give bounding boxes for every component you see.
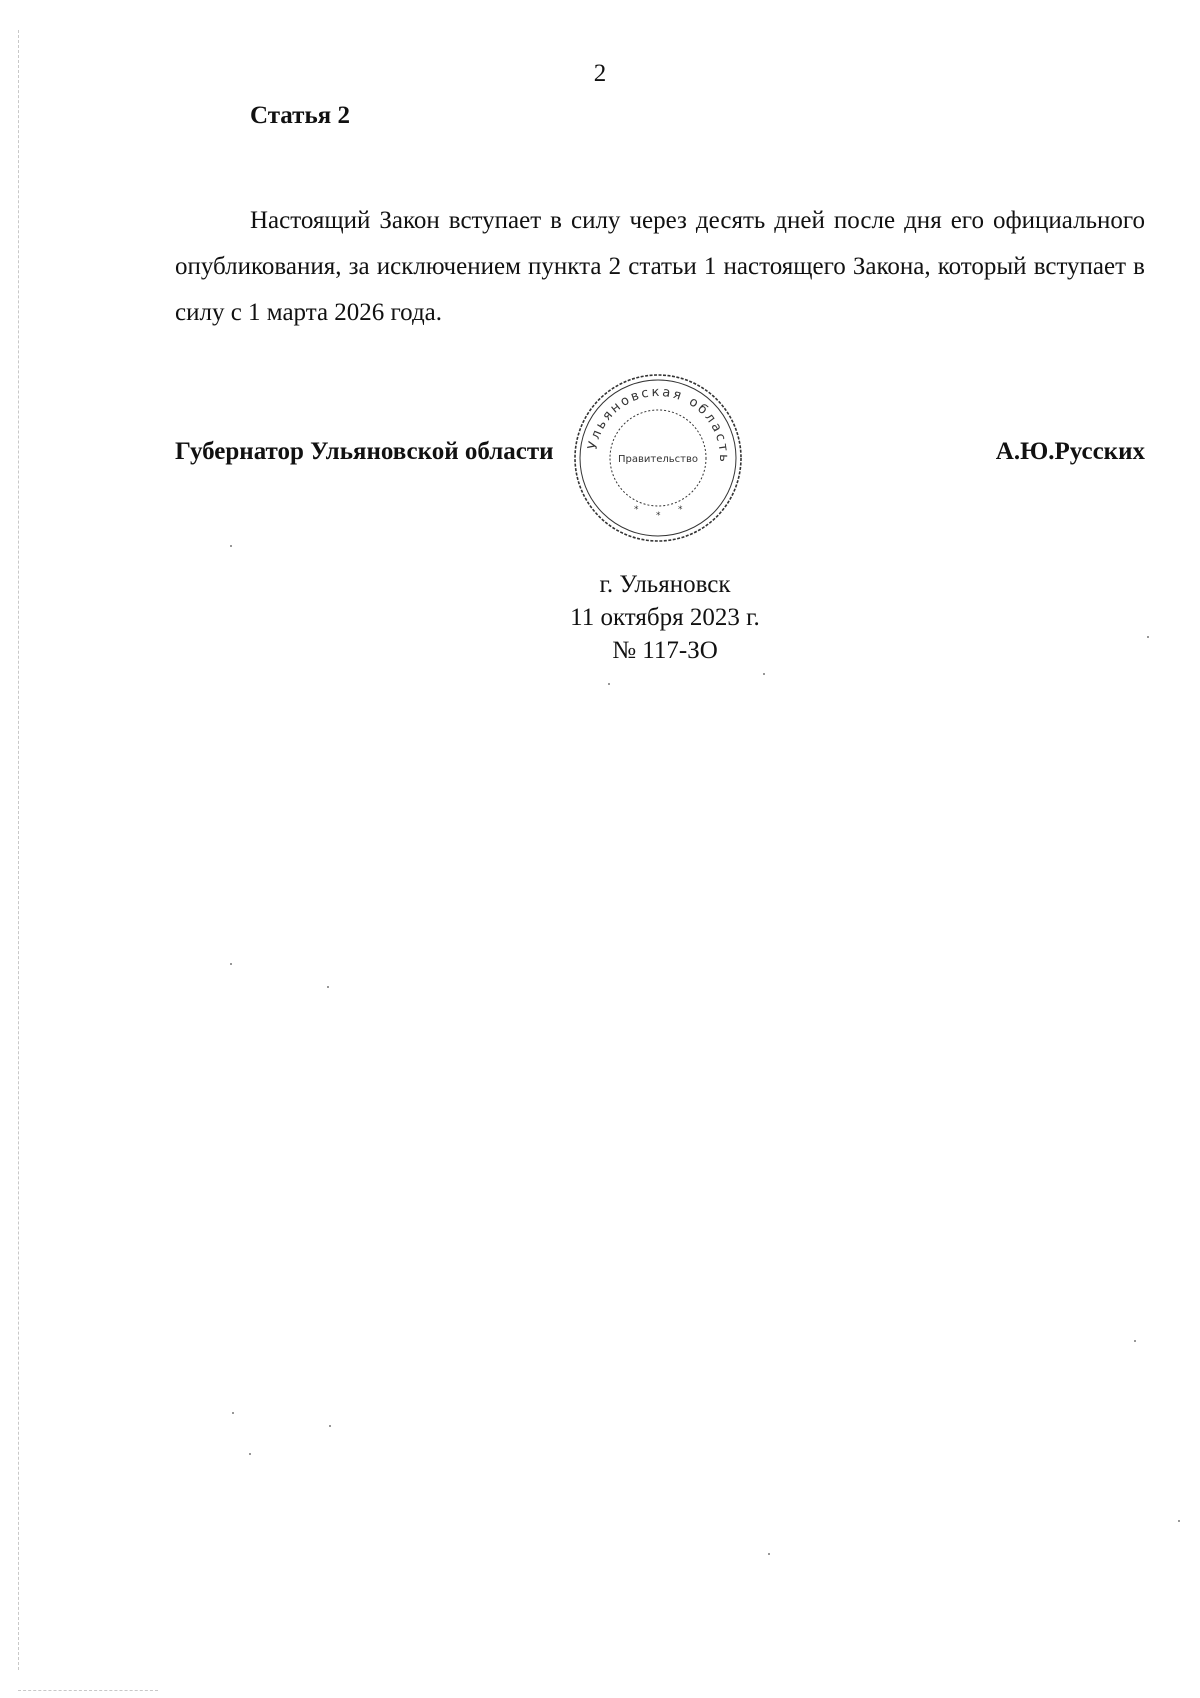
scan-speck — [1178, 1520, 1180, 1522]
scan-speck — [232, 1412, 234, 1414]
stamp-ring-text: Ульяновская область — [585, 384, 732, 465]
scan-speck — [608, 683, 610, 685]
place-date-block — [0, 568, 1200, 667]
scan-speck — [1134, 1340, 1136, 1342]
scan-edge-line — [18, 30, 19, 1670]
svg-text:*: * — [678, 505, 683, 515]
city-line: г. Ульяновск — [599, 571, 731, 598]
svg-text:Ульяновская область — [586, 385, 732, 465]
official-stamp — [572, 372, 744, 544]
scan-speck — [249, 1453, 251, 1455]
signatory-name: А.Ю.Русских — [995, 438, 1145, 465]
article-heading: Статья 2 — [250, 102, 350, 129]
stamp-center-text: Правительство — [618, 454, 698, 465]
scan-speck — [768, 1553, 770, 1555]
svg-text:*: * — [634, 505, 639, 515]
scan-speck — [230, 963, 232, 965]
scan-speck — [327, 986, 329, 988]
signatory-title: Губернатор Ульяновской области — [175, 438, 554, 465]
date-line: 11 октября 2023 г. — [570, 604, 760, 631]
scan-speck — [230, 545, 232, 547]
article-body: Настоящий Закон вступает в силу через десять дней после дня его официального опубликования, за исключением пункта 2 статьи 1 настоящего Закона, который вступает в силу с 1 марта 2026 года. — [175, 207, 1145, 326]
scan-speck — [763, 673, 765, 675]
page-number: 2 — [593, 60, 607, 87]
document-number-line: № 117-ЗО — [612, 637, 718, 664]
scan-bottom-line — [18, 1690, 158, 1691]
svg-text:*: * — [656, 511, 661, 521]
scan-speck — [1147, 636, 1149, 638]
scan-speck — [329, 1425, 331, 1427]
